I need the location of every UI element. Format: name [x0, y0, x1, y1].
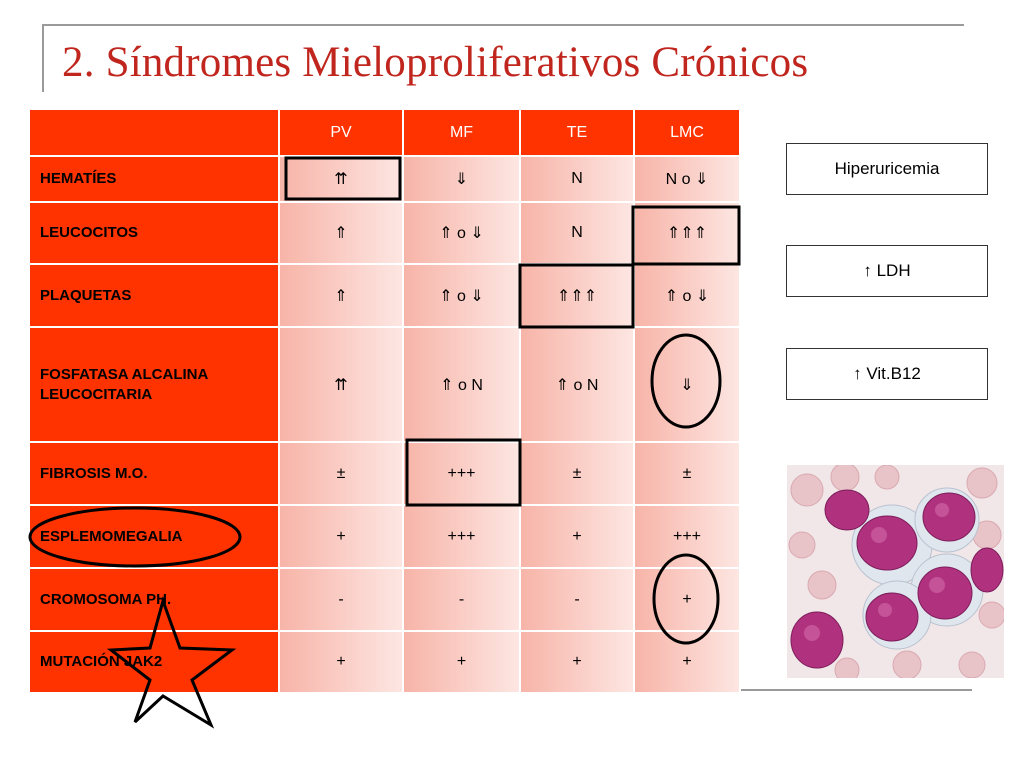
- table-cell: +: [279, 631, 403, 693]
- row-label: PLAQUETAS: [29, 264, 279, 327]
- table-header-row: [29, 109, 740, 156]
- blood-smear-image: [787, 465, 1004, 678]
- table-cell: ⇑ o N: [520, 327, 634, 442]
- slide-title: 2. Síndromes Mieloproliferativos Crónicos: [62, 39, 809, 86]
- table-cell: +++: [634, 505, 740, 568]
- table-cell: -: [279, 568, 403, 631]
- table-row: [29, 505, 740, 568]
- table-cell: ⇈: [279, 327, 403, 442]
- vitb12-box: ↑ Vit.B12: [786, 348, 988, 400]
- table-cell: ⇈: [279, 156, 403, 202]
- table-cell: ⇑⇑⇑: [520, 264, 634, 327]
- row-label: HEMATÍES: [29, 156, 279, 202]
- table-cell: +: [403, 631, 520, 693]
- row-label: FIBROSIS M.O.: [29, 442, 279, 505]
- header-pv: PV: [279, 109, 403, 156]
- header-lmc: LMC: [634, 109, 740, 156]
- row-label: FOSFATASA ALCALINA LEUCOCITARIA: [29, 327, 279, 442]
- table-row: [29, 264, 740, 327]
- table-row: [29, 156, 740, 202]
- table-cell: ⇑ o ⇓: [403, 264, 520, 327]
- table-row: [29, 568, 740, 631]
- row-label: LEUCOCITOS: [29, 202, 279, 264]
- frame-line-top: [42, 24, 964, 26]
- table-cell: ⇑ o ⇓: [634, 264, 740, 327]
- comparison-table: [28, 108, 741, 694]
- table-cell: ⇑: [279, 202, 403, 264]
- ldh-box: ↑ LDH: [786, 245, 988, 297]
- table-cell: -: [403, 568, 520, 631]
- table-row: [29, 327, 740, 442]
- table-cell: +++: [403, 505, 520, 568]
- table-cell: ⇑: [279, 264, 403, 327]
- frame-line-left: [42, 24, 44, 92]
- header-corner: [29, 109, 279, 156]
- header-te: TE: [520, 109, 634, 156]
- table-cell: ±: [634, 442, 740, 505]
- table-row: [29, 631, 740, 693]
- header-mf: MF: [403, 109, 520, 156]
- table-cell: ±: [279, 442, 403, 505]
- table-cell: +++: [403, 442, 520, 505]
- table-cell: ⇓: [634, 327, 740, 442]
- row-label: CROMOSOMA PH.: [29, 568, 279, 631]
- row-label: MUTACIÓN JAK2: [29, 631, 279, 693]
- table-cell: N: [520, 202, 634, 264]
- table-cell: N o ⇓: [634, 156, 740, 202]
- table-cell: ⇑ o N: [403, 327, 520, 442]
- table-cell: +: [634, 568, 740, 631]
- table-cell: ⇑⇑⇑: [634, 202, 740, 264]
- table-cell: +: [634, 631, 740, 693]
- table-row: [29, 202, 740, 264]
- hyperuricemia-box: Hiperuricemia: [786, 143, 988, 195]
- table-cell: +: [520, 505, 634, 568]
- table-row: [29, 442, 740, 505]
- table-cell: ±: [520, 442, 634, 505]
- table-cell: -: [520, 568, 634, 631]
- table-cell: +: [520, 631, 634, 693]
- table-cell: ⇓: [403, 156, 520, 202]
- frame-line-bottom: [740, 689, 972, 691]
- table-cell: ⇑ o ⇓: [403, 202, 520, 264]
- table-cell: N: [520, 156, 634, 202]
- row-label: ESPLEMOMEGALIA: [29, 505, 279, 568]
- table-cell: +: [279, 505, 403, 568]
